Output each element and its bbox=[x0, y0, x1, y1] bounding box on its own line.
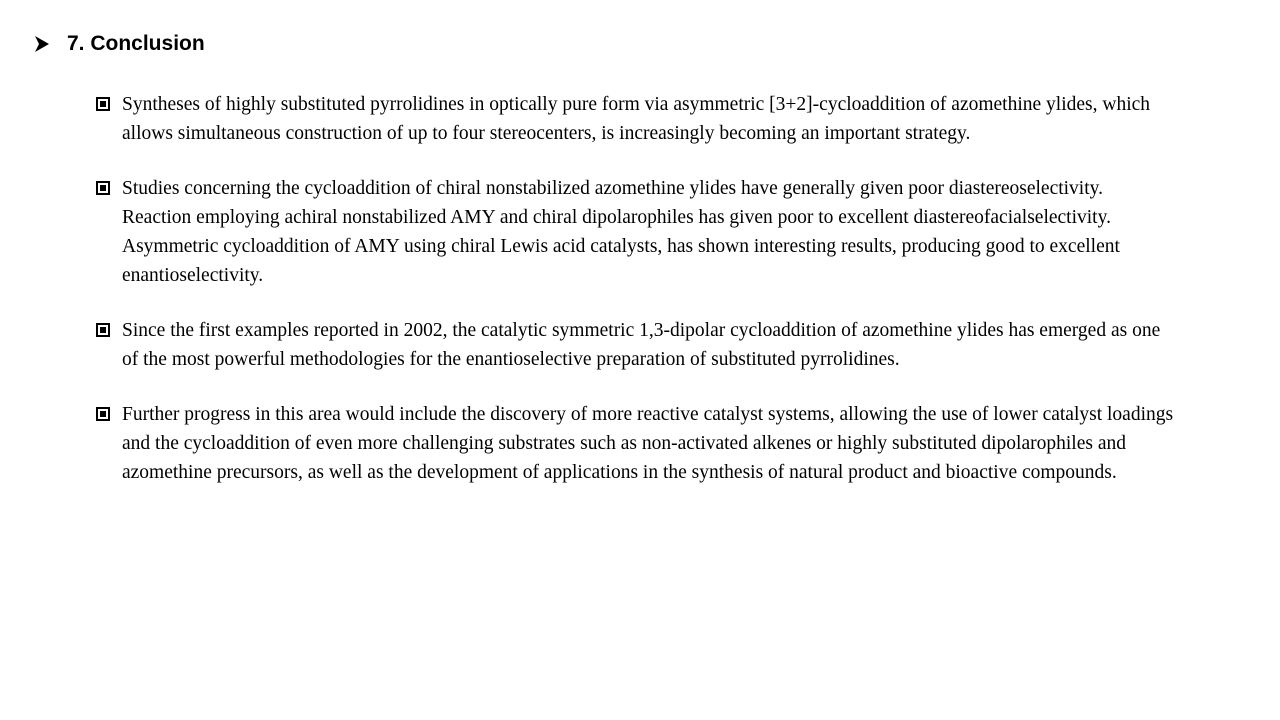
list-item bbox=[96, 90, 1176, 148]
conclusion-list bbox=[96, 90, 1176, 513]
list-item-text: Syntheses of highly substituted pyrrolidines in optically pure form via asymmetric [3+2]-cycloaddition of azomethine ylides, which allows simultaneous construction of up to four stereocenters, is increasingly becoming an important strategy. bbox=[122, 94, 1151, 144]
list-item bbox=[96, 174, 1176, 290]
list-item-text: Studies concerning the cycloaddition of chiral nonstabilized azomethine ylides have generally given poor diastereoselectivity. Reaction employing achiral nonstabilized AMY and chiral dipolarophiles has given poor to excellent diastereofacialselectivity. Asymmetric cycloaddition of AMY using chiral Lewis acid catalysts, has shown interesting results, producing good to excellent enantioselectivity. bbox=[122, 178, 1120, 286]
square-bullet-icon bbox=[96, 323, 110, 337]
square-bullet-icon bbox=[96, 181, 110, 195]
square-bullet-icon bbox=[96, 97, 110, 111]
list-item bbox=[96, 316, 1176, 374]
page-title: 7. Conclusion bbox=[67, 32, 205, 55]
section-heading bbox=[33, 32, 205, 56]
list-item-text: Further progress in this area would include the discovery of more reactive catalyst systems, allowing the use of lower catalyst loadings and the cycloaddition of even more challenging substrates such as non-activated alkenes or highly substituted dipolarophiles and azomethine precursors, as well as the development of applications in the synthesis of natural product and bioactive compounds. bbox=[122, 404, 1174, 483]
list-item-text: Since the first examples reported in 2002, the catalytic symmetric 1,3-dipolar cycloaddition of azomethine ylides has emerged as one of the most powerful methodologies for the enantioselective preparation of substituted pyrrolidines. bbox=[122, 320, 1161, 370]
arrowhead-bullet-icon bbox=[33, 35, 51, 53]
square-bullet-icon bbox=[96, 407, 110, 421]
list-item bbox=[96, 400, 1176, 487]
